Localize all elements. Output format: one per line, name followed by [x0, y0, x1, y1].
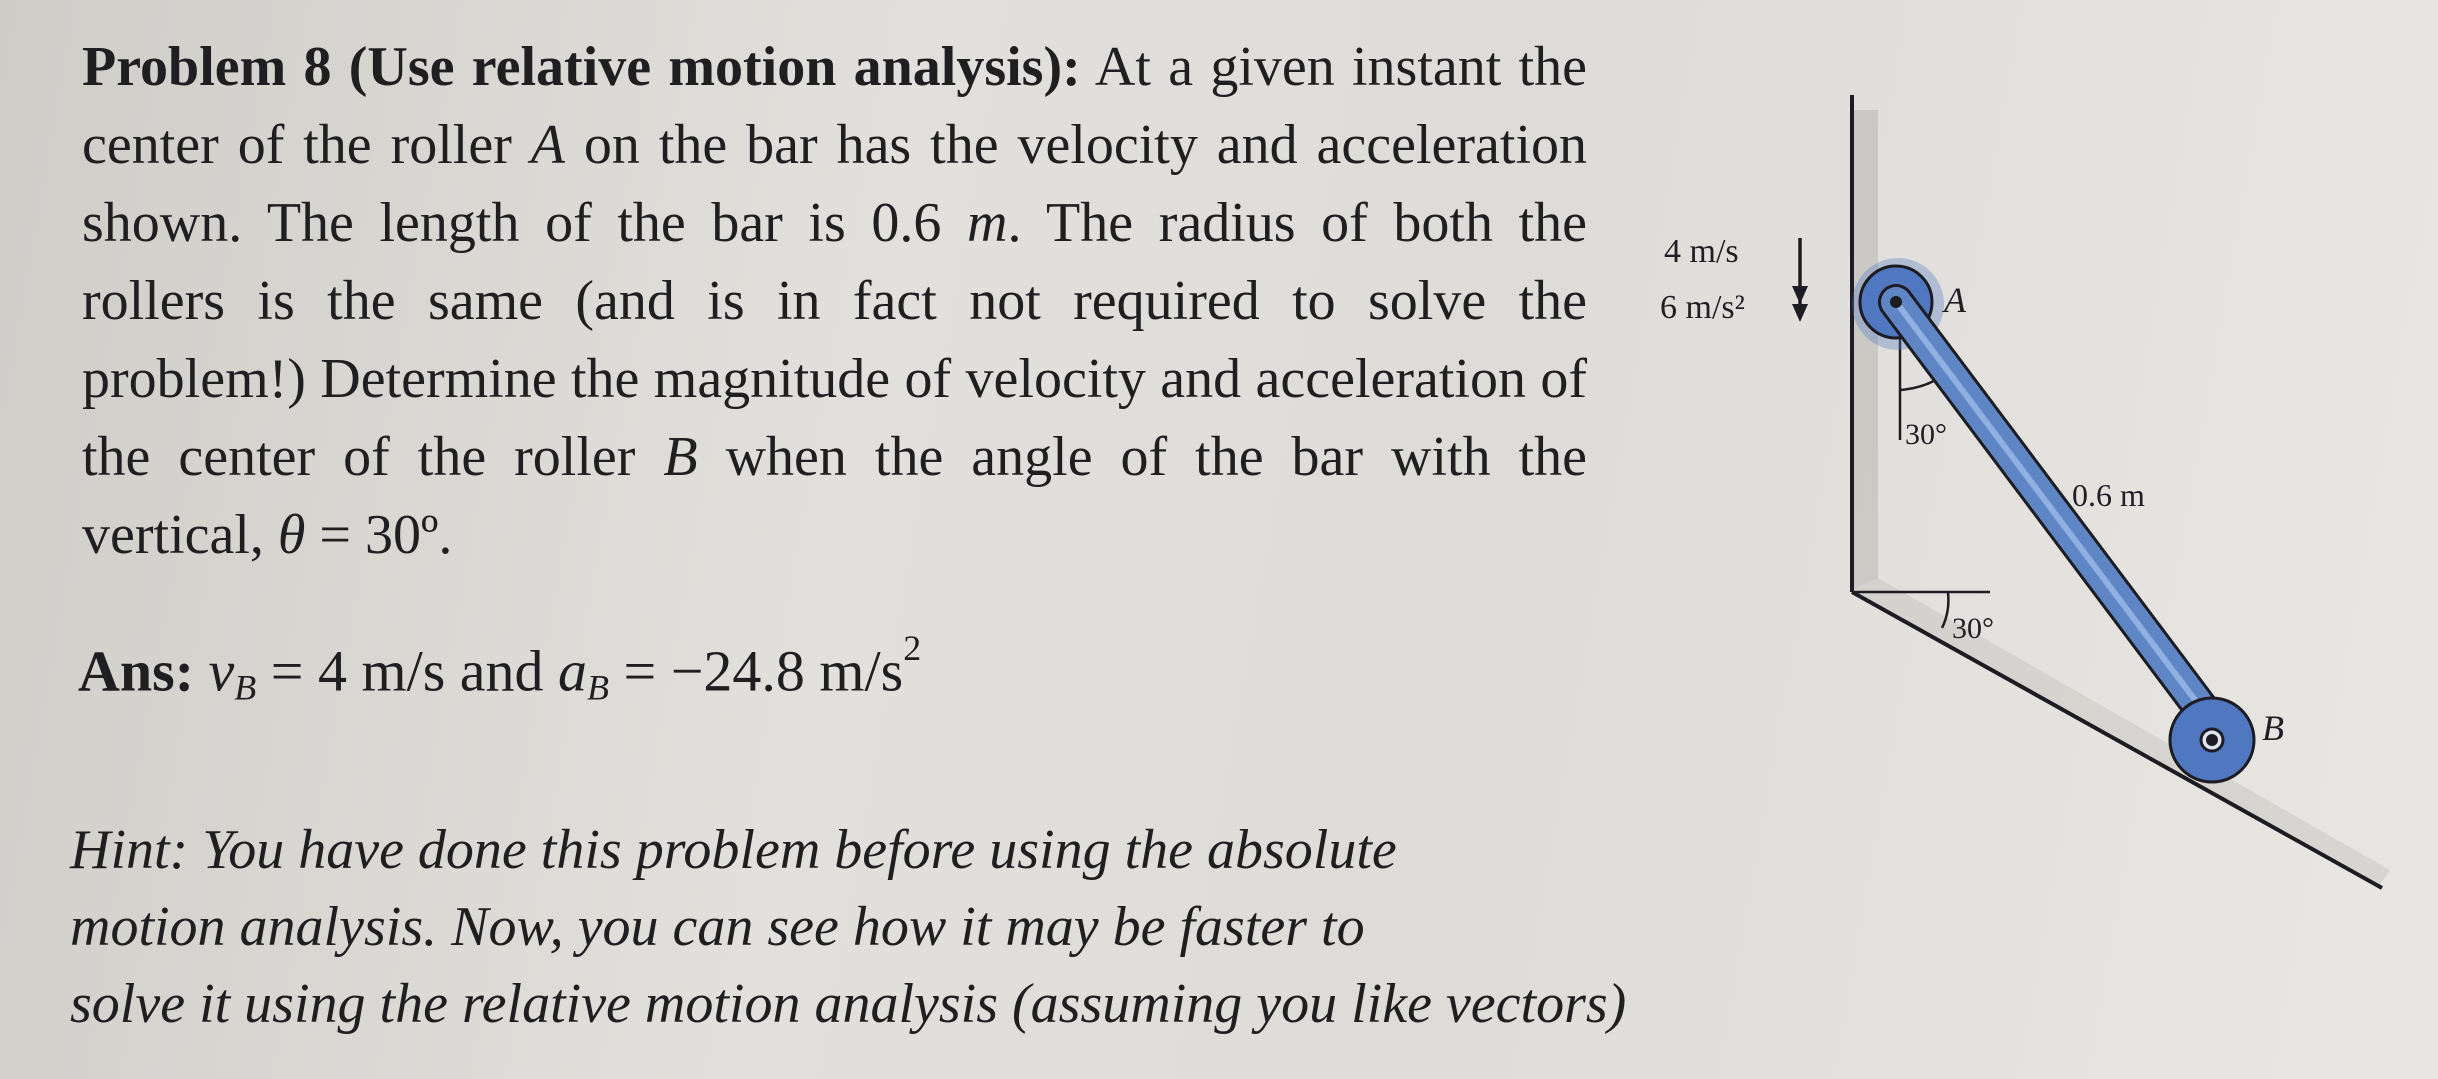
pin-b-center — [2206, 734, 2218, 746]
bar-length-value: 0.6 — [871, 192, 942, 254]
acceleration-arrowhead — [1792, 304, 1808, 322]
hint-line-2: motion analysis. Now, you can see how it may be faster to — [70, 896, 1365, 958]
problem-text-3: . The radius of both the rollers is the same (and is in fact not required to solve the problem!) Determine the magnitude of velocity and acceleration of the center of the roller — [82, 192, 1588, 488]
hint-line-1: Hint: You have done this problem before using the absolute — [70, 819, 1397, 881]
acceleration-symbol: a — [558, 638, 588, 704]
problem-text-4: when the angle of the bar with the vertical, — [82, 426, 1587, 566]
velocity-label: 4 m/s — [1664, 233, 1739, 270]
answer-connector: and — [445, 638, 559, 704]
velocity-subscript: B — [234, 667, 257, 708]
hint-line-3: solve it using the relative motion analysis (assuming you like vectors) — [70, 973, 1627, 1035]
roller-b-symbol: B — [663, 426, 698, 488]
bar-length-label: 0.6 m — [2072, 477, 2145, 513]
roller-a-label: A — [1944, 280, 1966, 320]
velocity-answer: = 4 m/s — [256, 638, 446, 704]
roller-a-symbol: A — [530, 114, 565, 176]
top-angle-label: 30° — [1905, 418, 1947, 451]
bar-highlight — [1893, 298, 2225, 740]
problem-label: Problem 8 (Use relative motion analysis): — [82, 36, 1081, 98]
wall-shading — [1852, 110, 1878, 590]
acceleration-exponent: 2 — [903, 628, 922, 668]
theta-symbol: θ — [277, 504, 306, 566]
acceleration-label: 6 m/s² — [1660, 289, 1745, 326]
inclined-surface — [1852, 592, 2382, 888]
velocity-symbol: v — [208, 638, 235, 704]
roller-b-label: B — [2262, 708, 2284, 748]
bar-length-unit: m — [967, 192, 1008, 254]
problem-text-1: At a given instant the center of the roller — [82, 36, 1587, 176]
problem-text-2: on the bar has the velocity and acceleration shown. The length of the bar is — [82, 114, 1588, 254]
bottom-angle-label: 30° — [1952, 612, 1994, 645]
acceleration-subscript: B — [587, 667, 609, 708]
pin-a-center — [1890, 296, 1902, 308]
problem-text-5: = 30º. — [305, 504, 453, 566]
acceleration-answer: = −24.8 m/s — [608, 638, 904, 704]
answer-label: Ans: — [78, 638, 195, 704]
